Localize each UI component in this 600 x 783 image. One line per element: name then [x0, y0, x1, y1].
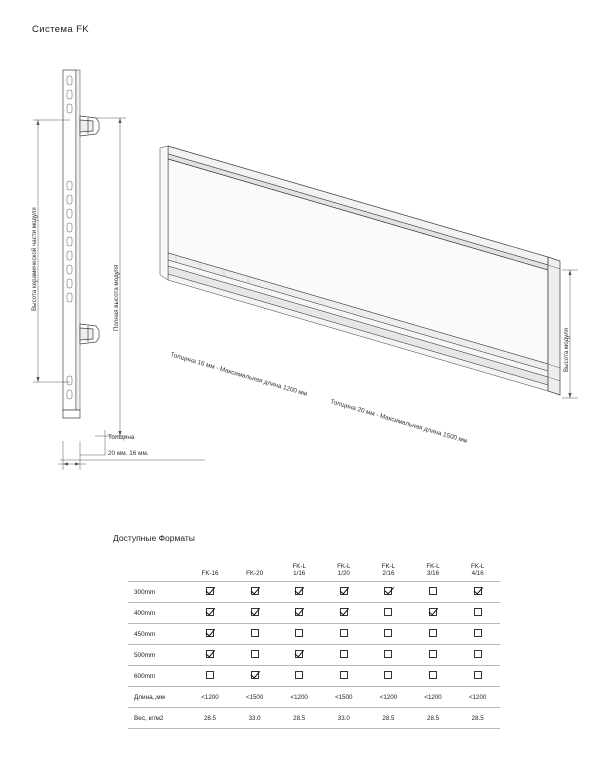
value-cell: 28.5: [382, 714, 395, 722]
formats-heading: Доступные Форматы: [113, 533, 195, 543]
formats-table-head: [128, 552, 500, 582]
format-checkbox-cell[interactable]: [411, 666, 456, 687]
checkbox-checked-icon[interactable]: [429, 608, 437, 616]
checkbox-unchecked-icon[interactable]: [340, 671, 348, 679]
checkbox-unchecked-icon[interactable]: [429, 629, 437, 637]
value-cell: <1500: [245, 693, 264, 701]
table-row: [128, 582, 500, 603]
checkbox-checked-icon[interactable]: [251, 608, 259, 616]
format-checkbox-cell[interactable]: [366, 666, 411, 687]
row-label: Вес, кг/м2: [134, 714, 164, 722]
col-header-4: [322, 552, 367, 582]
value-cell: <1200: [201, 693, 219, 701]
table-row: [128, 708, 500, 729]
col-header-2-line2: FK-20: [246, 570, 264, 578]
row-label: Длина,,мм: [134, 693, 166, 701]
format-checkbox-cell[interactable]: [188, 624, 233, 645]
checkbox-unchecked-icon[interactable]: [429, 587, 437, 595]
format-checkbox-cell[interactable]: [188, 582, 233, 603]
checkbox-unchecked-icon[interactable]: [429, 671, 437, 679]
checkbox-unchecked-icon[interactable]: [384, 608, 392, 616]
format-checkbox-cell[interactable]: [277, 645, 322, 666]
checkbox-checked-icon[interactable]: [295, 608, 303, 616]
profile-section-view: [63, 70, 99, 418]
value-cell: 28.5: [203, 714, 216, 722]
value-cell: <1200: [468, 693, 487, 701]
col-header-5-line2: 2/16: [382, 570, 395, 578]
upper-bracket: [80, 116, 99, 136]
label-module-height: Высота модуля: [563, 327, 570, 372]
row-label: 400mm: [134, 609, 156, 617]
format-checkbox-cell[interactable]: [322, 666, 367, 687]
label-panel-note-1: Толщина 16 мм - Максимальная длина 1200 мм: [169, 351, 308, 398]
format-checkbox-cell[interactable]: [455, 582, 500, 603]
col-header-3-line1: FK-L: [292, 562, 306, 570]
col-header-6-line2: 3/16: [427, 570, 440, 578]
table-row: [128, 645, 500, 666]
col-header-6: [411, 552, 456, 582]
format-checkbox-cell[interactable]: [455, 666, 500, 687]
value-cell: <1200: [379, 693, 398, 701]
formats-table-wrapper: [128, 552, 500, 729]
label-thickness-caption-1: Толщина: [108, 434, 135, 441]
checkbox-checked-icon[interactable]: [206, 629, 214, 637]
format-checkbox-cell[interactable]: [232, 666, 277, 687]
table-row: [128, 603, 500, 624]
format-checkbox-cell[interactable]: [277, 603, 322, 624]
formats-header-row: [128, 552, 500, 582]
checkbox-checked-icon[interactable]: [295, 587, 303, 595]
value-cell: 33.0: [337, 714, 350, 722]
format-checkbox-cell[interactable]: [411, 582, 456, 603]
format-checkbox-cell[interactable]: [232, 645, 277, 666]
col-header-5: [366, 552, 411, 582]
label-panel-note-2: Толщина 20 мм - Максимальная длина 1500 мм: [329, 398, 468, 445]
dimension-full-height: [95, 118, 126, 436]
format-checkbox-cell[interactable]: [366, 624, 411, 645]
format-checkbox-cell[interactable]: [322, 582, 367, 603]
format-checkbox-cell[interactable]: [232, 582, 277, 603]
checkbox-unchecked-icon[interactable]: [474, 650, 482, 658]
format-checkbox-cell[interactable]: [188, 645, 233, 666]
format-checkbox-cell[interactable]: [277, 582, 322, 603]
format-checkbox-cell[interactable]: [366, 603, 411, 624]
checkbox-checked-icon[interactable]: [251, 587, 259, 595]
value-cell: <1500: [335, 693, 353, 701]
value-cell: 28.5: [427, 714, 440, 722]
technical-drawing: [0, 46, 600, 526]
col-header-7: [455, 552, 500, 582]
format-checkbox-cell[interactable]: [366, 582, 411, 603]
col-header-1: [188, 552, 233, 582]
formats-table-body: [128, 582, 500, 729]
format-checkbox-cell[interactable]: [277, 666, 322, 687]
checkbox-unchecked-icon[interactable]: [340, 650, 348, 658]
col-header-6-line1: FK-L: [426, 562, 440, 570]
col-header-4-line1: FK-L: [337, 562, 351, 570]
format-checkbox-cell[interactable]: [411, 645, 456, 666]
col-header-0: [128, 552, 188, 582]
col-header-7-line2: 4/16: [471, 570, 484, 578]
checkbox-unchecked-icon[interactable]: [384, 671, 392, 679]
format-checkbox-cell[interactable]: [232, 624, 277, 645]
row-label: 300mm: [134, 588, 156, 596]
format-checkbox-cell[interactable]: [366, 645, 411, 666]
value-cell: <1200: [290, 693, 308, 701]
col-header-7-line1: FK-L: [470, 562, 485, 570]
col-header-1-line2: FK-16: [201, 570, 219, 578]
checkbox-checked-icon[interactable]: [206, 608, 214, 616]
row-label: 450mm: [134, 630, 156, 638]
checkbox-checked-icon[interactable]: [340, 587, 348, 595]
checkbox-unchecked-icon[interactable]: [384, 629, 392, 637]
col-header-4-line2: 1/20: [337, 570, 350, 578]
row-label: 600mm: [134, 672, 156, 680]
format-checkbox-cell[interactable]: [455, 645, 500, 666]
format-checkbox-cell[interactable]: [455, 624, 500, 645]
checkbox-unchecked-icon[interactable]: [295, 671, 303, 679]
format-checkbox-cell[interactable]: [188, 603, 233, 624]
checkbox-checked-icon[interactable]: [295, 650, 303, 658]
checkbox-unchecked-icon[interactable]: [251, 629, 259, 637]
label-ceramic-height: Высота керамической части модуля: [31, 207, 38, 311]
checkbox-unchecked-icon[interactable]: [384, 650, 392, 658]
col-header-3-line2: 1/16: [293, 570, 306, 578]
value-cell: <1200: [424, 693, 442, 701]
table-row: [128, 666, 500, 687]
format-checkbox-cell[interactable]: [455, 603, 500, 624]
checkbox-checked-icon[interactable]: [251, 671, 259, 679]
table-row: [128, 687, 500, 708]
checkbox-unchecked-icon[interactable]: [474, 629, 482, 637]
checkbox-unchecked-icon[interactable]: [206, 671, 214, 679]
col-header-2: [232, 552, 277, 582]
format-checkbox-cell[interactable]: [188, 666, 233, 687]
checkbox-checked-icon[interactable]: [206, 650, 214, 658]
label-thickness-caption-2: 20 мм. 16 мм.: [108, 450, 149, 457]
panel-isometric-view: [160, 146, 560, 395]
col-header-3: [277, 552, 322, 582]
value-cell: 28.5: [471, 714, 484, 722]
page-title: Система FK: [32, 24, 90, 35]
col-header-5-line1: FK-L: [381, 562, 396, 570]
format-checkbox-cell[interactable]: [277, 624, 322, 645]
format-checkbox-cell[interactable]: [322, 624, 367, 645]
checkbox-unchecked-icon[interactable]: [340, 629, 348, 637]
label-full-height: Полная высота модуля: [113, 264, 120, 331]
checkbox-unchecked-icon[interactable]: [429, 650, 437, 658]
checkbox-unchecked-icon[interactable]: [251, 650, 259, 658]
lower-bracket: [80, 324, 99, 344]
format-checkbox-cell[interactable]: [411, 603, 456, 624]
checkbox-checked-icon[interactable]: [474, 587, 482, 595]
format-checkbox-cell[interactable]: [411, 624, 456, 645]
value-cell: 33.0: [248, 714, 261, 722]
checkbox-checked-icon[interactable]: [340, 608, 348, 616]
table-row: [128, 624, 500, 645]
format-checkbox-cell[interactable]: [322, 645, 367, 666]
checkbox-checked-icon[interactable]: [384, 587, 392, 595]
formats-table: [128, 552, 500, 729]
checkbox-checked-icon[interactable]: [206, 587, 214, 595]
value-cell: 28.5: [293, 714, 306, 722]
format-checkbox-cell[interactable]: [322, 603, 367, 624]
format-checkbox-cell[interactable]: [232, 603, 277, 624]
checkbox-unchecked-icon[interactable]: [474, 671, 482, 679]
checkbox-unchecked-icon[interactable]: [295, 629, 303, 637]
checkbox-unchecked-icon[interactable]: [474, 608, 482, 616]
row-label: 500mm: [134, 651, 156, 659]
